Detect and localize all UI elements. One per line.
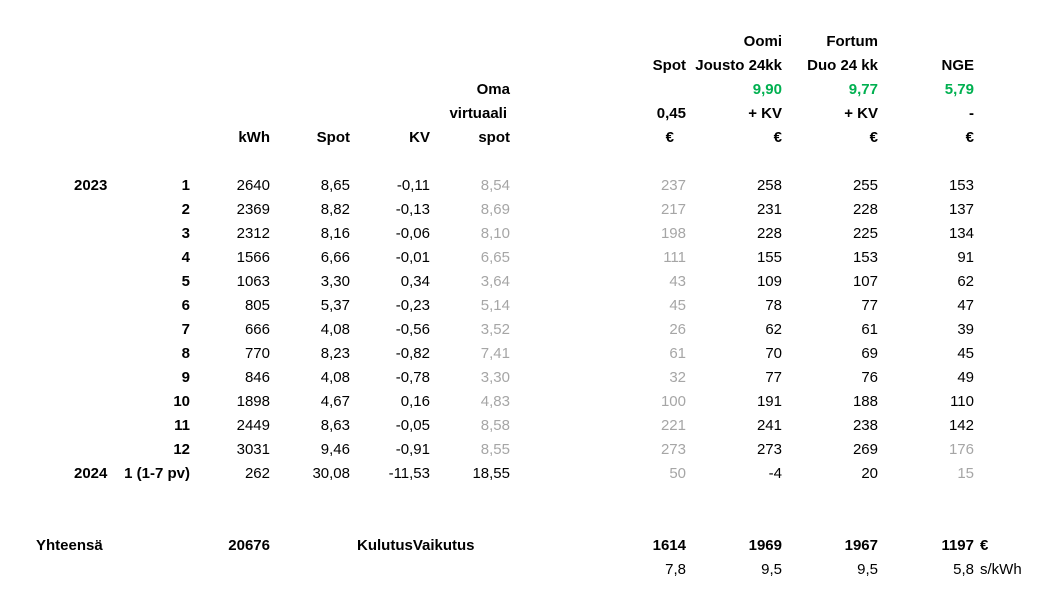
row-10-nge: 110: [950, 393, 974, 410]
row-9-spot: 4,08: [320, 369, 350, 386]
totals-nge: 1197: [941, 537, 974, 554]
row-5-spot: 3,30: [320, 273, 350, 290]
row-3-kwh: 2312: [236, 225, 270, 242]
row-4-fortum: 153: [852, 249, 878, 266]
row-4-spot-eur: 111: [663, 249, 686, 266]
row-10-spot: 4,67: [320, 393, 350, 410]
row-6-nge: 47: [957, 297, 974, 314]
row-3-kv: -0,06: [395, 225, 430, 242]
row-11-oomi: 241: [756, 417, 782, 434]
row-10-fortum: 188: [852, 393, 878, 410]
kulutusvaikutus-label: KulutusVaikutus: [357, 537, 475, 554]
row-11-kwh: 2449: [236, 417, 270, 434]
header-fortum-line1: Fortum: [826, 33, 878, 50]
totals-eur: €: [980, 537, 989, 554]
row-2-kwh: 2369: [236, 201, 270, 218]
row-10-oomi: 191: [756, 393, 782, 410]
row-5-oomi: 109: [756, 273, 782, 290]
row-13-year: 2024: [74, 465, 108, 482]
row-5-fortum: 107: [852, 273, 878, 290]
row-11-oma: 8,58: [480, 417, 510, 434]
row-13-fortum: 20: [861, 465, 878, 482]
oomi-price: 9,90: [752, 81, 782, 98]
row-5-nge: 62: [957, 273, 974, 290]
row-9-oomi: 77: [765, 369, 782, 386]
perkwh-unit: s/kWh: [980, 561, 1022, 578]
nge-price: 5,79: [944, 81, 974, 98]
row-12-oomi: 273: [756, 441, 782, 458]
header-oomi-line1: Oomi: [743, 33, 782, 50]
row-1-kv: -0,11: [396, 177, 430, 194]
header-eur-oomi: €: [773, 129, 782, 146]
row-13-oma: 18,55: [472, 465, 510, 482]
row-3-oma: 8,10: [480, 225, 510, 242]
row-10-kwh: 1898: [236, 393, 270, 410]
row-9-oma: 3,30: [480, 369, 510, 386]
row-4-spot: 6,66: [320, 249, 350, 266]
row-10-oma: 4,83: [480, 393, 510, 410]
row-1-oma: 8,54: [480, 177, 510, 194]
row-4-oma: 6,65: [480, 249, 510, 266]
row-12-nge: 176: [948, 441, 974, 458]
row-11-spot: 8,63: [320, 417, 350, 434]
row-6-month: 6: [181, 297, 190, 314]
row-11-month: 11: [174, 417, 190, 434]
row-7-spot-eur: 26: [669, 321, 686, 338]
row-11-fortum: 238: [852, 417, 878, 434]
row-13-spot: 30,08: [312, 465, 350, 482]
row-12-spot: 9,46: [320, 441, 350, 458]
totals-kwh: 20676: [228, 537, 270, 554]
row-12-kwh: 3031: [236, 441, 270, 458]
totals-label: Yhteensä: [36, 537, 103, 554]
row-9-spot-eur: 32: [669, 369, 686, 386]
row-10-kv: 0,16: [400, 393, 430, 410]
header-oma-spot: spot: [478, 129, 510, 146]
row-13-kwh: 262: [244, 465, 270, 482]
row-8-nge: 45: [957, 345, 974, 362]
row-7-nge: 39: [957, 321, 974, 338]
header-oomi-line2: Jousto 24kk: [695, 57, 782, 74]
row-7-spot: 4,08: [320, 321, 350, 338]
header-virtuaali: virtuaali: [449, 105, 507, 122]
row-12-oma: 8,55: [480, 441, 510, 458]
row-2-spot-eur: 217: [660, 201, 686, 218]
fortum-kv: + KV: [844, 105, 878, 122]
row-4-oomi: 155: [756, 249, 782, 266]
row-10-spot-eur: 100: [660, 393, 686, 410]
row-7-oma: 3,52: [480, 321, 510, 338]
nge-dash: -: [969, 105, 974, 122]
row-4-kwh: 1566: [236, 249, 270, 266]
row-6-spot: 5,37: [320, 297, 350, 314]
row-11-kv: -0,05: [395, 417, 430, 434]
header-eur-spot: €: [665, 129, 674, 146]
row-2-nge: 137: [948, 201, 974, 218]
row-3-spot-eur: 198: [660, 225, 686, 242]
header-eur-nge: €: [965, 129, 974, 146]
row-1-month: 1: [181, 177, 190, 194]
row-7-fortum: 61: [861, 321, 878, 338]
row-12-kv: -0,91: [395, 441, 430, 458]
row-8-fortum: 69: [861, 345, 878, 362]
totals-fortum: 1967: [844, 537, 878, 554]
row-8-month: 8: [181, 345, 190, 362]
row-3-fortum: 225: [852, 225, 878, 242]
row-8-spot: 8,23: [320, 345, 350, 362]
oomi-kv: + KV: [748, 105, 782, 122]
row-7-month: 7: [181, 321, 190, 338]
row-6-oomi: 78: [765, 297, 782, 314]
row-1-spot: 8,65: [320, 177, 350, 194]
row-3-nge: 134: [948, 225, 974, 242]
perkwh-oomi: 9,5: [761, 561, 782, 578]
spot-margin: 0,45: [656, 105, 686, 122]
totals-oomi: 1969: [748, 537, 782, 554]
row-8-oma: 7,41: [480, 345, 510, 362]
row-8-spot-eur: 61: [669, 345, 686, 362]
row-9-kv: -0,78: [395, 369, 430, 386]
row-8-oomi: 70: [765, 345, 782, 362]
row-1-spot-eur: 237: [660, 177, 686, 194]
perkwh-spot: 7,8: [665, 561, 686, 578]
row-2-oma: 8,69: [480, 201, 510, 218]
perkwh-nge: 5,8: [953, 561, 974, 578]
header-nge-line2: NGE: [941, 57, 974, 74]
row-1-nge: 153: [948, 177, 974, 194]
row-2-fortum: 228: [852, 201, 878, 218]
row-13-nge: 15: [957, 465, 974, 482]
row-6-oma: 5,14: [480, 297, 510, 314]
row-3-oomi: 228: [756, 225, 782, 242]
row-13-spot-eur: 50: [669, 465, 686, 482]
row-6-spot-eur: 45: [669, 297, 686, 314]
perkwh-fortum: 9,5: [857, 561, 878, 578]
header-kv: KV: [409, 129, 430, 146]
row-9-kwh: 846: [244, 369, 270, 386]
header-oma: Oma: [476, 81, 510, 98]
header-fortum-line2: Duo 24 kk: [807, 57, 878, 74]
row-11-spot-eur: 221: [660, 417, 686, 434]
row-6-kv: -0,23: [395, 297, 430, 314]
row-10-month: 10: [173, 393, 190, 410]
row-7-kwh: 666: [244, 321, 270, 338]
header-spot: Spot: [316, 129, 350, 146]
fortum-price: 9,77: [848, 81, 878, 98]
totals-spot-eur: 1614: [652, 537, 686, 554]
header-eur-fortum: €: [869, 129, 878, 146]
header-spot-line2: Spot: [652, 57, 686, 74]
row-9-month: 9: [181, 369, 190, 386]
header-kwh: kWh: [238, 129, 270, 146]
row-5-oma: 3,64: [480, 273, 510, 290]
row-9-nge: 49: [957, 369, 974, 386]
row-4-month: 4: [181, 249, 190, 266]
row-8-kv: -0,82: [395, 345, 430, 362]
row-1-kwh: 2640: [236, 177, 270, 194]
row-7-oomi: 62: [765, 321, 782, 338]
row-4-kv: -0,01: [395, 249, 430, 266]
row-12-spot-eur: 273: [660, 441, 686, 458]
row-5-spot-eur: 43: [669, 273, 686, 290]
row-6-fortum: 77: [861, 297, 878, 314]
row-12-month: 12: [173, 441, 190, 458]
row-13-kv: -11,53: [388, 465, 430, 482]
row-2-spot: 8,82: [320, 201, 350, 218]
row-13-month: 1 (1-7 pv): [124, 465, 190, 482]
row-7-kv: -0,56: [395, 321, 430, 338]
row-2-oomi: 231: [756, 201, 782, 218]
row-2-month: 2: [181, 201, 190, 218]
row-5-kwh: 1063: [236, 273, 270, 290]
row-5-kv: 0,34: [400, 273, 430, 290]
row-3-spot: 8,16: [320, 225, 350, 242]
row-12-fortum: 269: [852, 441, 878, 458]
row-13-oomi: -4: [768, 465, 782, 482]
row-3-month: 3: [181, 225, 190, 242]
row-9-fortum: 76: [861, 369, 878, 386]
row-8-kwh: 770: [244, 345, 270, 362]
row-1-fortum: 255: [852, 177, 878, 194]
row-11-nge: 142: [948, 417, 974, 434]
row-1-oomi: 258: [756, 177, 782, 194]
row-4-nge: 91: [957, 249, 974, 266]
row-1-year: 2023: [74, 177, 108, 194]
row-2-kv: -0,13: [395, 201, 430, 218]
row-6-kwh: 805: [244, 297, 270, 314]
row-5-month: 5: [181, 273, 190, 290]
